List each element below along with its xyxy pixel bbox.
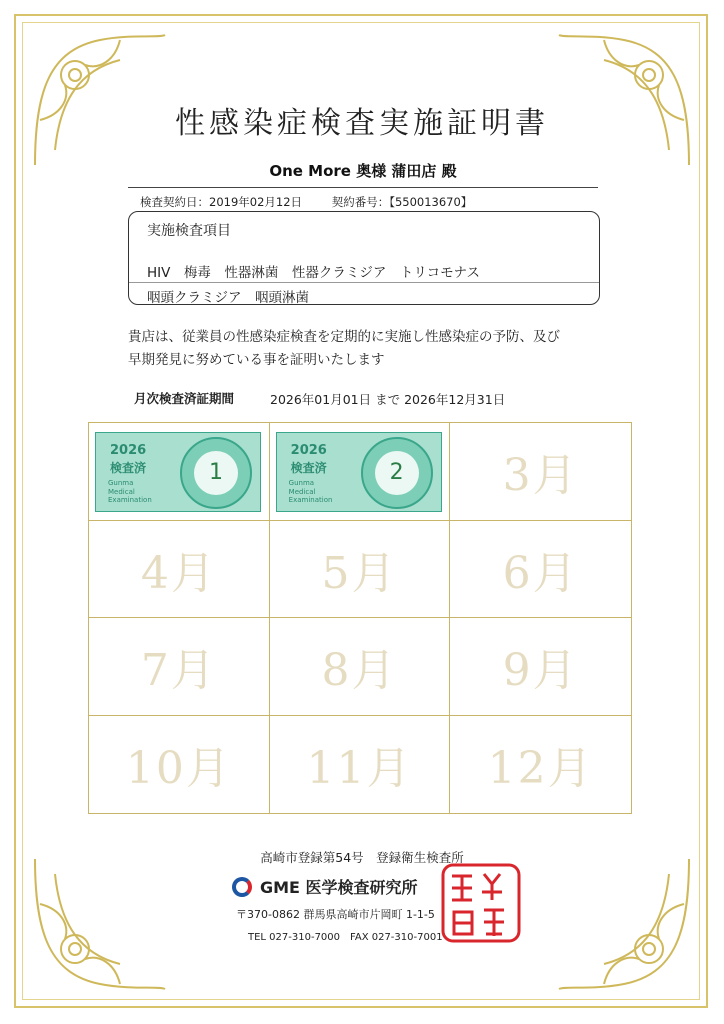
declaration-line-1: 貴店は、従業員の性感染症検査を定期的に実施し性感染症の予防、及び: [128, 329, 560, 345]
gme-logo-icon: [232, 877, 252, 897]
month-cell-11: [270, 716, 451, 814]
declaration-line-2: 早期発見に努めている事を証明いたします: [128, 352, 385, 368]
stamp-org-line: Examination: [108, 496, 152, 504]
declaration-text: [128, 326, 608, 372]
month-cell-2: [270, 423, 451, 521]
company-name: GME 医学検査研究所: [260, 878, 418, 897]
stamp-month-number: 2: [389, 460, 404, 485]
month-label: 9月: [502, 645, 579, 697]
period-value: 2026年01月01日 まで 2026年12月31日: [270, 392, 506, 407]
stamp-org-line: Gunma: [108, 479, 134, 487]
company-address: 〒370-0862 群馬県高崎市片岡町 1-1-5: [236, 908, 435, 921]
month-label: 12月: [487, 743, 594, 795]
month-label: 11月: [306, 743, 413, 795]
test-items-row-2: 咽頭クラミジア 咽頭淋菌: [147, 290, 309, 306]
registration-text: 高崎市登録第54号 登録衛生検査所: [260, 850, 464, 865]
contract-info: [140, 194, 498, 210]
contract-number: 契約番号：【550013670】: [331, 195, 473, 209]
stamp-status: 検査済: [290, 461, 327, 475]
corner-ornament-bottom-left: [30, 854, 170, 994]
monthly-stamp-grid: [88, 422, 632, 814]
month-cell-3: [450, 423, 631, 521]
stamp-year: 2026: [110, 443, 147, 458]
period-label: 月次検査済証期間: [134, 391, 235, 406]
month-cell-5: [270, 521, 451, 619]
stamp-org-line: Examination: [288, 496, 333, 504]
stamp-org-line: Gunma: [288, 479, 315, 487]
contract-date: 検査契約日：2019年02月12日: [140, 195, 303, 209]
stamp-org: [108, 479, 152, 505]
stamp-org-line: Medical: [288, 487, 316, 496]
company-brand: [232, 875, 418, 898]
month-label: 3月: [502, 450, 579, 502]
certificate-title: 性感染症検査実施証明書: [175, 106, 549, 141]
month-label: 4月: [140, 547, 217, 599]
inspection-stamp: [95, 432, 261, 512]
stamp-status: 検査済: [110, 461, 147, 475]
inspection-stamp: [276, 432, 442, 512]
stamp-year: 2026: [290, 443, 327, 458]
stamp-org-line: Medical: [108, 487, 135, 496]
month-cell-7: [89, 618, 270, 716]
recipient-name: One More 奥様 蒲田店 殿: [128, 160, 598, 188]
month-label: 6月: [502, 547, 579, 599]
stamp-month-number: 1: [209, 460, 223, 485]
month-label: 8月: [321, 645, 398, 697]
stamp-org: [289, 479, 333, 505]
month-label: 7月: [140, 645, 217, 697]
company-seal-stamp: [440, 862, 522, 944]
month-cell-10: [89, 716, 270, 814]
month-label: 5月: [321, 547, 398, 599]
company-phone-fax: TEL 027-310-7000 FAX 027-310-7001: [248, 932, 443, 943]
month-cell-9: [450, 618, 631, 716]
month-cell-1: [89, 423, 270, 521]
month-cell-4: [89, 521, 270, 619]
test-items-heading: 実施検査項目: [147, 223, 231, 239]
month-cell-12: [450, 716, 631, 814]
test-items-divider: [129, 282, 599, 283]
test-items-box: [128, 211, 600, 305]
month-cell-6: [450, 521, 631, 619]
month-cell-8: [270, 618, 451, 716]
test-items-row-1: HIV 梅毒 性器淋菌 性器クラミジア トリコモナス: [147, 265, 481, 281]
month-label: 10月: [125, 743, 232, 795]
corner-ornament-bottom-right: [554, 854, 694, 994]
